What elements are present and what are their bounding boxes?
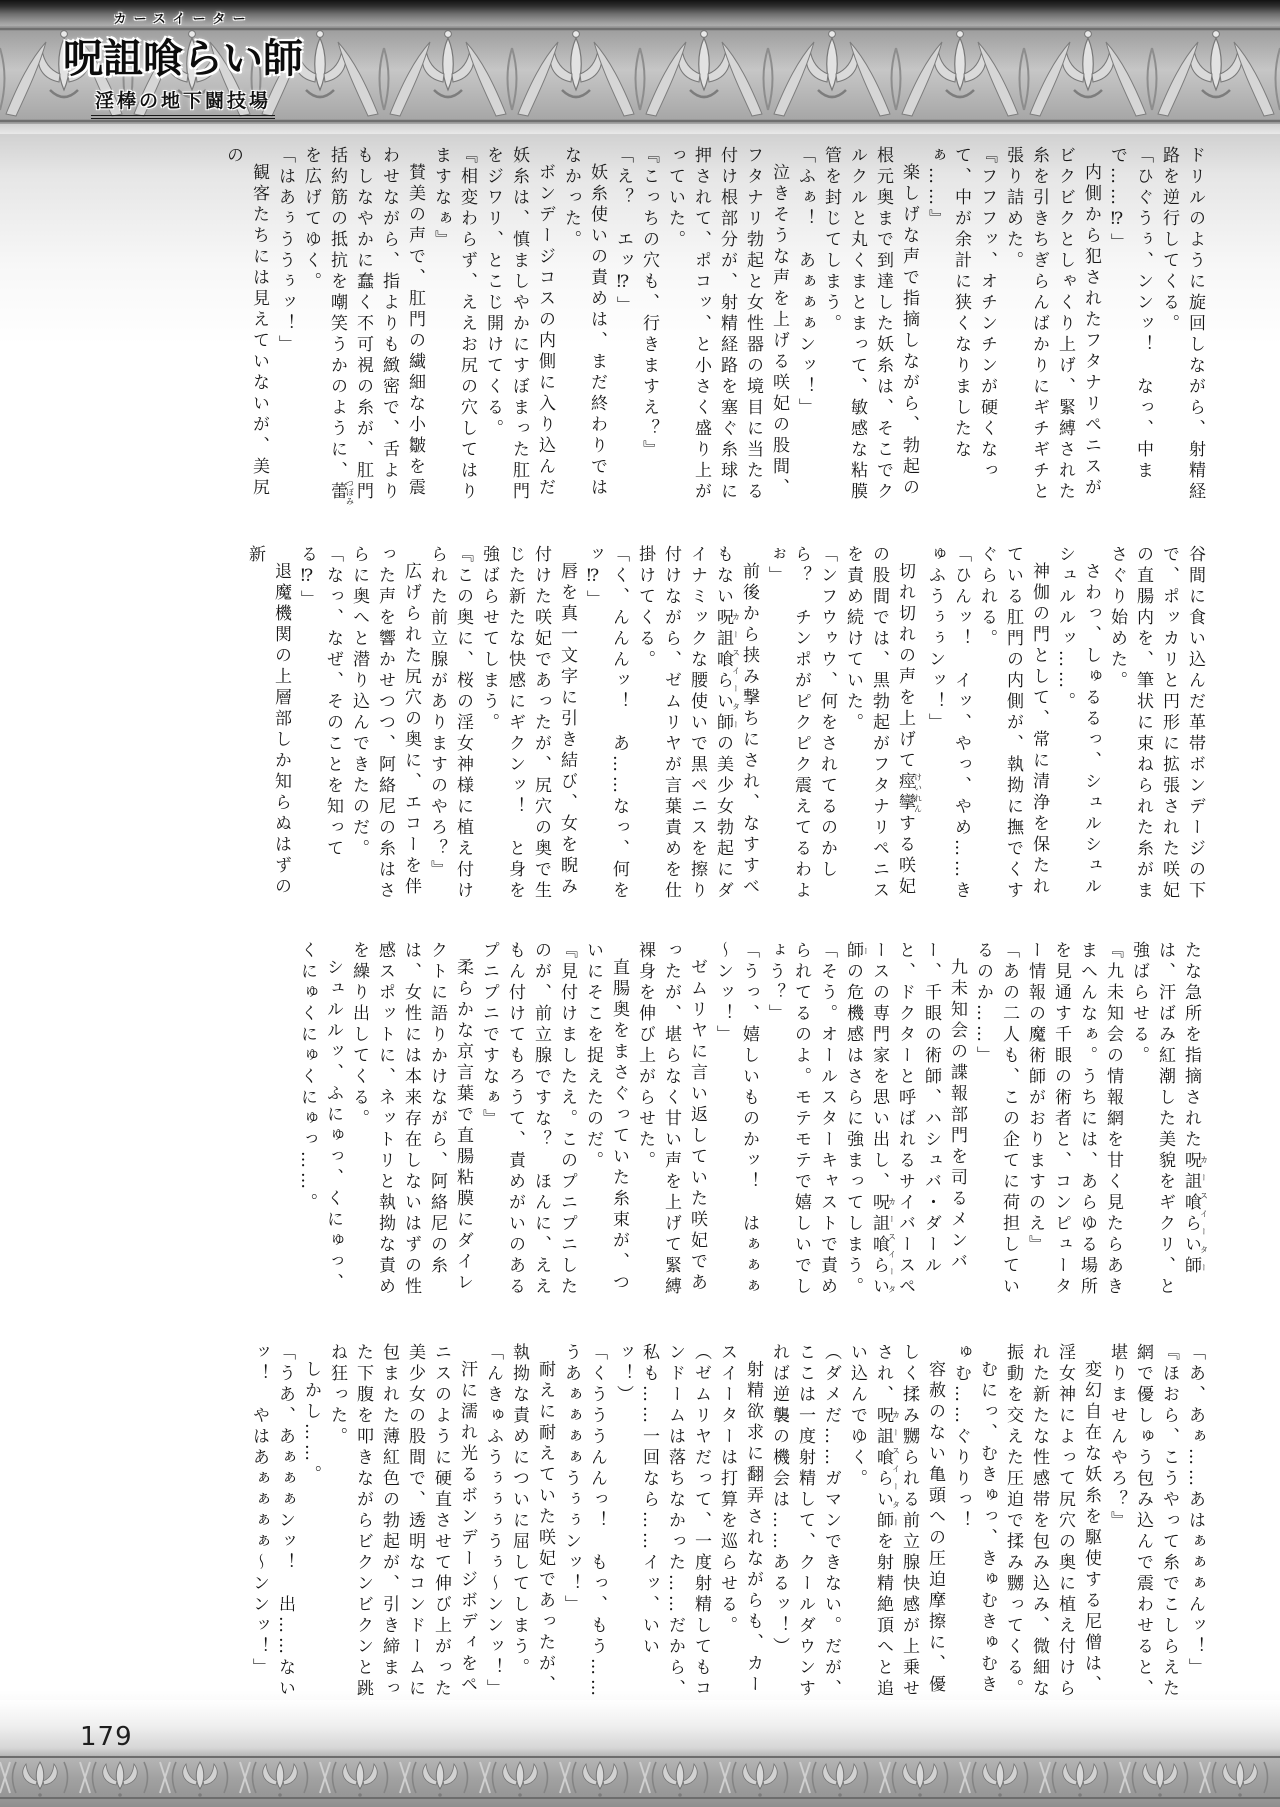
text-column-paragraph: むにっ、むきゅっ、きゅむきゅむきゅむ……ぐりりっ！ [951, 1343, 997, 1696]
page-title: 呪詛喰らい師 [63, 35, 303, 82]
text-band-1 [72, 146, 1208, 514]
text-column-paragraph: 「え？ エッ⁉」 [613, 146, 633, 317]
page-subtitle: 淫棒の地下闘技場 [91, 86, 275, 119]
text-column-paragraph: 「うあ、あぁぁぁンッ！ 出……ないッ！ やはあぁぁぁぁ～ンンッ！」 [249, 1343, 295, 1700]
text-column-paragraph: 「ふぁ！ あぁぁぁンッ！」 [795, 146, 815, 419]
text-column-paragraph: 「ひんッ！ イッ、やっ、やめ……きゅふうぅぅンッ！」 [925, 545, 971, 902]
text-column-paragraph: （ゼムリヤだって、一度射精してもコンドームは落ちなかった……だから、私も……一回なら……イッ、いいッ！） [613, 1343, 711, 1700]
text-column-paragraph: 切れ切れの声を上げて痙攣けいれんする咲妃の股間では、黒勃起がフタナリペニスを責め続けていた。 [843, 545, 923, 902]
text-band-2 [72, 545, 1208, 913]
text-band-4 [72, 1343, 1208, 1711]
text-column-paragraph: 『この奥に、桜の淫女神様に植え付けられた前立腺がありますのやろ？』 [427, 545, 473, 902]
text-column-paragraph: たな急所を指摘された呪詛喰らい師カースイーターは、汗ばみ紅潮した美貌をギクリ、と強ばらせる。 [1129, 941, 1209, 1298]
text-column-paragraph: 「はあぅううぅッ！」 [275, 146, 295, 356]
text-column-paragraph: 「んきゅふうぅぅぅうぅ～ンンッ！」 [483, 1343, 503, 1700]
text-column-paragraph: 「ひぐうぅ、ンンッ！ なっ、中まで……⁉」 [1107, 146, 1153, 482]
text-column-paragraph: 直腸奥をまさぐっていた糸束が、ついにそこを捉えたのだ。 [583, 941, 629, 1294]
ruby-annotated-word: 痙攣けいれん [895, 772, 923, 814]
text-column-paragraph: 九未知会の諜報部門を司るメンバー、千眼の術師、ハシュバ・ダールと、ドクターと呼ばれるサイバースペースの専門家を思い出し、呪詛喰らい師カースイーターの危機感はさらに強まってしまう。 [843, 941, 967, 1298]
text-column-paragraph: 「うっ、嬉しいものかッ！ はぁぁぁ～ンッ！」 [713, 941, 759, 1298]
text-column-paragraph: 退魔機関の上層部しか知らぬはずの新 [245, 545, 291, 898]
text-column-paragraph: 容赦のない亀頭への圧迫摩擦に、優しく揉み嬲られる前立腺快感が上乗せされ、呪詛喰らい師カースイーターを射精絶頂へと追い込んでゆく。 [847, 1343, 945, 1700]
text-column-paragraph: ゼムリヤに言い返していた咲妃であったが、堪らなく甘い声を上げて緊縛裸身を伸び上がらせた。 [635, 941, 707, 1298]
text-column-paragraph: 広げられた尻穴の奥に、エコーを伴った声を響かせつつ、阿絡尼の糸はさらに奥へと潜り込んできたのだ。 [349, 545, 421, 902]
title-furigana: カースイーター [113, 12, 253, 27]
text-column-paragraph: ボンデージコスの内側に入り込んだ妖糸は、慎ましやかにすぼまった肛門をジワリ、とこじ開けてくる。 [483, 146, 555, 503]
ruby-annotated-word: 呪詛喰らい師カースイーター [873, 1406, 901, 1532]
text-column-paragraph: 楽しげな声で指摘しながら、勃起の根元奥まで到達した妖糸は、そこでクルクルと丸くまとまって、敏感な粘膜管を封じてしまう。 [821, 146, 919, 503]
text-column-paragraph: （ダメだ……ガマンできない。だが、ここは一度射精して、クールダウンすれば逆襲の機会は……あるッ！） [769, 1343, 841, 1700]
text-column-paragraph: 「あ、あぁ……あはぁぁぁんッ！」 [1185, 1343, 1205, 1679]
text-column-paragraph: 泣きそうな声を上げる咲妃の股間、フタナリ勃起と女性器の境目に当たる付け根部分が、射精経路を塞ぐ糸球に押されて、ポコッ、と小さく盛り上がっていた。 [665, 146, 789, 503]
text-column-paragraph: 賛美の声で、肛門の繊細な小皺を震わせながら、指よりも緻密で、舌よりもしなやかに蠢く不可視の糸が、肛門括約筋の抵抗を嘲笑うかのように、蕾つぼみを広げてゆく。 [301, 146, 425, 506]
text-column-paragraph: しかし……。 [301, 1360, 321, 1486]
text-column-paragraph: 内側から犯されたフタナリペニスがビクビクとしゃくり上げ、緊縛された糸を引きちぎらんばかりにギチギチと張り詰めた。 [1003, 146, 1101, 503]
text-column-paragraph: 「そう。オールスターキャストで責められてるのよ。モテモテで嬉しいでしょう？」 [765, 941, 837, 1298]
text-column-paragraph: 前後から挟み撃ちにされ、なすすべもない呪詛喰らい師カースイーターの美少女勃起にダイナミックな腰使いで黒ペニスを擦り付けながら、ゼムリヤが言葉責めを仕掛けてくる。 [635, 545, 759, 902]
text-column-paragraph: 『九未知会の情報網を甘く見たらあきまへんなぁ。うちには、あらゆる場所を見通す千眼の術者と、コンピューター情報の魔術師がおりますのえ』 [1025, 941, 1123, 1298]
text-column-paragraph: シュルルッ、ふにゅっ、くにゅっ、くにゅくにゅくにゅっ……。 [297, 941, 343, 1294]
ruby-annotated-word: 蕾つぼみ [327, 479, 355, 506]
title-block [58, 8, 308, 119]
text-column-paragraph: 「く、んんんッ！ あ……なっ、何をッ⁉」 [583, 545, 629, 902]
text-column-paragraph: 「ンフウゥウ、何をされてるのかしら？ チンポがピクピク震えてるわよぉ」 [765, 545, 837, 902]
text-column-paragraph: 変幻自在な妖糸を駆使する尼僧は、淫女神によって尻穴の奥に植え付けられた新たな性感帯を包み込み、微細な振動を交えた圧迫で揉み嬲ってくる。 [1003, 1343, 1101, 1700]
bottom-decoration [0, 1700, 1280, 1807]
text-column-paragraph: 観客たちには見えていないが、美尻の [223, 146, 269, 499]
text-column-paragraph: 「あの二人も、この企てに荷担しているのか……」 [973, 941, 1019, 1298]
text-column-paragraph: 『相変わらず、ええお尻の穴してはりますなぁ』 [431, 146, 477, 503]
ruby-annotated-word: 呪詛喰らい師カースイーター [843, 941, 897, 1298]
ruby-annotated-word: 呪詛喰らい師カースイーター [713, 608, 741, 734]
text-column-paragraph: 妖糸使いの責めは、まだ終わりではなかった。 [561, 146, 607, 499]
text-column-paragraph: 『フフフッ、オチンチンが硬くなって、中が余計に狭くなりましたなぁ……』 [925, 146, 997, 482]
text-column-paragraph: 汗に濡れ光るボンデージボディをペニスのように硬直させて伸び上がった美少女の股間で、透明なコンドームに包まれた薄紅色の勃起が、引き締まった下腹を叩きながらビクンビクンと跳ね狂った。 [327, 1343, 477, 1700]
text-column-paragraph: 唇を真一文字に引き結び、女を睨み付けた咲妃であったが、尻穴の奥で生じた新たな快感にギクンッ！ と身を強ばらせてしまう。 [479, 545, 577, 902]
text-column-paragraph: さわっ、しゅるるっ、シュルシュルシュルルッ……。 [1055, 545, 1101, 898]
top-decoration [0, 0, 1280, 134]
text-column-paragraph: 神伽の門として、常に清浄を保たれている肛門の内側が、執拗に撫でくすぐられる。 [977, 545, 1049, 902]
text-column-paragraph: 『見付けましたえ。このプニプニしたのが、前立腺ですな？ ほんに、ええもん付けてもろうて、責めがいのあるプニプニですなぁ』 [479, 941, 577, 1298]
text-band-3 [72, 941, 1208, 1309]
text-column-paragraph: 谷間に食い込んだ革帯ボンデージの下で、ポッカリと円形に拡張された咲妃の直腸内を、筆状に束ねられた糸がまさぐり始めた。 [1107, 545, 1205, 902]
text-column-paragraph: ドリルのように旋回しながら、射精経路を逆行してくる。 [1159, 146, 1205, 503]
ornamental-frieze-bottom-icon [0, 1755, 1280, 1800]
text-column-paragraph: 「なっ、なぜ、そのことを知ってる⁉」 [297, 545, 343, 860]
text-column-paragraph: 『こっちの穴も、行きますえ？』 [639, 146, 659, 461]
text-column-paragraph: 『ほおら、こうやって糸でこしらえた網で優しゅう包み込んで震わせると、堪りませんやろ？』 [1107, 1343, 1179, 1700]
text-column-paragraph: 柔らかな京言葉で直腸粘膜にダイレクトに語りかけながら、阿絡尼の糸は、女性には本来存在しないはずの性感スポットに、ネットリと執拗な責めを繰り出してくる。 [349, 941, 473, 1298]
text-column-paragraph: 「くうううんんっ！ もっ、もう……うあぁぁぁぁうぅぅンッ！」 [561, 1343, 607, 1700]
text-column-paragraph: 耐えに耐えていた咲妃であったが、執拗な責めについに屈してしまう。 [509, 1343, 555, 1696]
ruby-annotated-word: 呪詛喰らい師カースイーター [1181, 1151, 1209, 1277]
text-column-paragraph: 射精欲求に翻弄されながらも、カースイーターは打算を巡らせる。 [717, 1343, 763, 1696]
page-number: 179 [80, 1722, 133, 1752]
